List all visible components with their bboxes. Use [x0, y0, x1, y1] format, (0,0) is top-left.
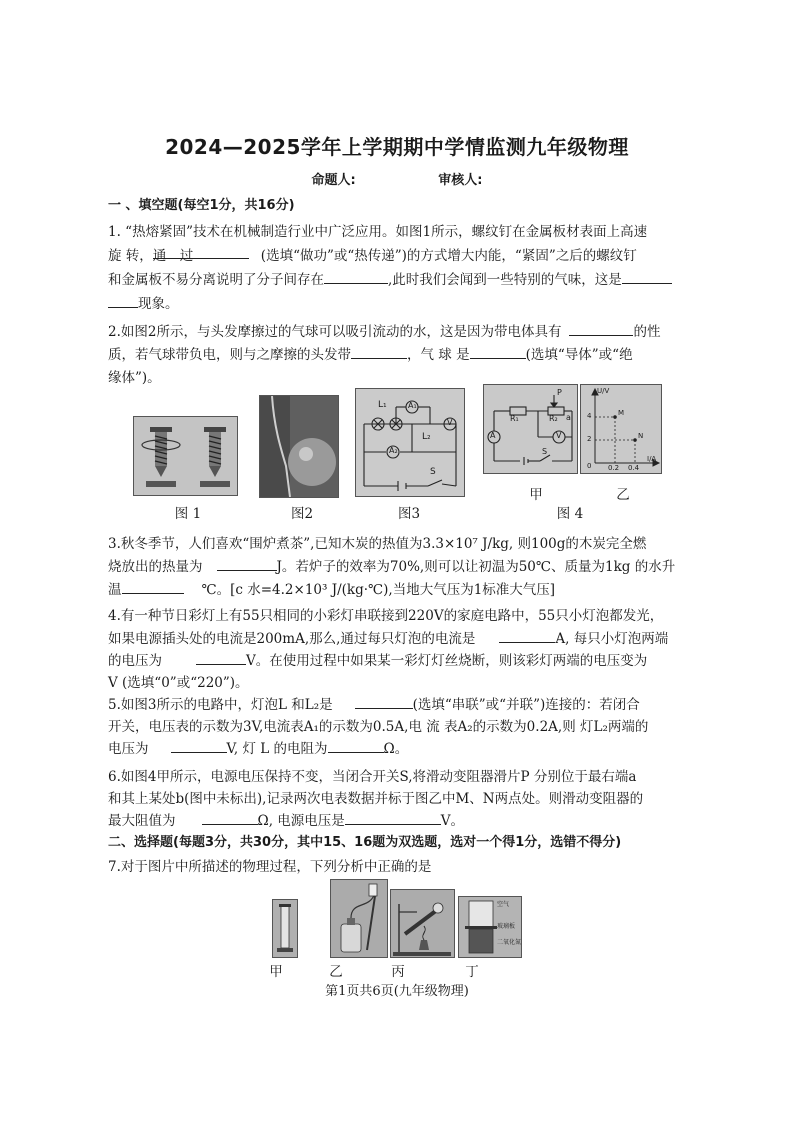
q5-line2: 开关，电压表的示数为3V,电流表A₁的示数为0.5A,电 流 表A₂的示数为0.2A,则 灯L₂两端的 [108, 719, 649, 735]
q3-text-3: 温 [108, 582, 122, 598]
figure-1-screws [133, 416, 238, 496]
label-R1: R₁ [510, 414, 519, 423]
q7-caption-ding: 丁 [465, 964, 479, 980]
q1-text-3: 和金属板不易分离说明了分子间存在 [108, 272, 324, 288]
q1-blank-2[interactable] [324, 269, 388, 284]
ding-label-air: 空气 [497, 901, 510, 908]
q1-line1: 1. “热熔紧固”技术在机械制造行业中广泛应用。如图1所示，螺纹钉在金属板材表面上高速 [108, 224, 648, 240]
q3-text-1: 烧放出的热量为 [108, 559, 203, 575]
q2-line1 [108, 320, 660, 340]
ding-label-no2: 二氧化氮 [497, 939, 522, 946]
authors-line [0, 169, 794, 188]
q4-line4: V (选填“0”或“220”)。 [108, 675, 249, 691]
section2-heading: 二、选择题(每题3分，共30分，其中15、16题为双选题，选对一个得1分，选错不得分) [108, 835, 622, 850]
balloon-photo [260, 396, 338, 497]
q7-figure-jia [272, 899, 298, 958]
q1-filled-answer: 通 过 [152, 248, 194, 264]
q2-blank-1[interactable] [569, 321, 633, 336]
q1-blank-3b[interactable] [108, 293, 138, 308]
q4-text-1: 如果电源插头处的电流是200mA,那么,通过每只灯泡的电流是 [108, 631, 476, 647]
graph-origin: 0 [587, 462, 592, 470]
q2-blank-2[interactable] [351, 344, 407, 359]
label-switch: S [542, 447, 548, 456]
label-A2: A₂ [389, 446, 398, 455]
q6-line3 [108, 809, 464, 829]
q4-text-3: 的电压为 [108, 653, 162, 669]
q5-text-5: Ω。 [383, 741, 409, 757]
circuit-4a-drawing [484, 385, 577, 473]
q5-blank-2[interactable] [171, 738, 227, 753]
graph-y4: 4 [587, 412, 592, 420]
figure-4b-graph [580, 384, 662, 474]
label-A1: A₁ [408, 401, 417, 410]
label-voltmeter: V [556, 431, 562, 440]
screw-drawing [134, 417, 237, 495]
q6-blank-2[interactable] [345, 810, 441, 825]
label-a: a [566, 413, 571, 422]
q3-text-2: J。若炉子的效率为70%,则可以让初温为50℃、质量为1kg 的水升 [276, 559, 676, 575]
figure-4-caption: 图 4 [556, 506, 584, 522]
figure-4b-caption: 乙 [616, 487, 630, 503]
q5-text-1: 5.如图3所示的电路中，灯泡L 和L₂是 [108, 697, 333, 713]
figure-2-balloon-photo [259, 395, 339, 498]
bottle-pump-drawing [331, 880, 387, 957]
q4-text-4: V。在使用过程中如果某一彩灯灯丝烧断，则该彩灯两端的电压变为 [246, 653, 648, 669]
q1-text-5: 现象。 [138, 296, 179, 312]
q1-text-2: (选填“做功”或“热传递”)的方式增大内能，“紧固”之后的螺纹钉 [260, 248, 637, 264]
graph-xlabel: I/A [647, 455, 657, 463]
q5-text-4: V, 灯 L 的电阻为 [226, 741, 328, 757]
q7-caption-bing: 丙 [391, 964, 405, 980]
q3-text-4: ℃。[c 水=4.2×10³ J/(kg·℃),当地大气压为1标准大气压] [201, 582, 556, 598]
graph-x02: 0.2 [608, 464, 620, 472]
q7-figure-bing [390, 889, 455, 958]
setter-label: 命题人: [311, 173, 356, 188]
q3-line2 [108, 555, 675, 575]
q5-blank-3[interactable] [328, 738, 384, 753]
q7-figure-yi [330, 879, 388, 958]
q2-blank-3[interactable] [470, 344, 526, 359]
label-P: P [557, 388, 562, 397]
q4-blank-1[interactable] [499, 628, 555, 643]
q4-line3 [108, 649, 647, 669]
figure-2-caption: 图2 [290, 506, 314, 522]
q6-text-2: Ω, 电源电压是 [257, 813, 345, 829]
q5-blank-1[interactable] [355, 694, 413, 709]
graph-x04: 0.4 [628, 464, 640, 472]
label-S: S [430, 467, 436, 477]
label-R2: R₂ [549, 414, 558, 423]
q5-text-2: (选填“串联”或“并联”)连接的：若闭合 [412, 697, 640, 713]
q6-text-3: V。 [440, 813, 465, 829]
q3-blank-2[interactable] [122, 579, 184, 594]
q2-line3: 缘体”)。 [108, 370, 161, 386]
reviewer-label: 审核人: [438, 173, 483, 188]
q5-line3 [108, 737, 408, 757]
q1-text-4: ,此时我们会闻到一些特别的气味，这是 [388, 272, 622, 288]
label-L2: L₂ [422, 432, 431, 442]
graph-point-N: N [638, 432, 644, 440]
syringe-drawing [273, 900, 297, 957]
q7-figure-ding [458, 896, 522, 958]
q3-blank-1[interactable] [217, 556, 277, 571]
q7-caption-jia: 甲 [269, 964, 283, 980]
q6-line2: 和其上某处b(图中未标出),记录两次电表数据并标于图乙中M、N两点处。则滑动变阻器的 [108, 791, 644, 807]
figure-1-caption: 图 1 [174, 506, 202, 522]
q4-text-2: A, 每只小灯泡两端 [555, 631, 669, 647]
q1-line2 [108, 244, 637, 264]
q4-blank-2[interactable] [196, 650, 246, 665]
q5-line1 [108, 693, 640, 713]
q1-blank-3[interactable] [622, 269, 672, 284]
q2-text-5: (选填“导体”或“绝 [525, 347, 633, 363]
figure-3-circuit [355, 388, 465, 497]
graph-y2: 2 [587, 435, 592, 443]
label-L1: L₁ [378, 400, 387, 410]
ding-label-glass: 玻璃板 [497, 923, 516, 930]
q6-text-1: 最大阻值为 [108, 813, 176, 829]
q2-text-4: ，气 球 是 [407, 347, 470, 363]
q1-blank-1[interactable] [152, 244, 249, 264]
q6-line1: 6.如图4甲所示，电源电压保持不变，当闭合开关S,将滑动变阻器滑片P 分别位于最右端a [108, 769, 637, 785]
q2-text-1: 2.如图2所示，与头发摩擦过的气球可以吸引流动的水，这是因为带电体具有 [108, 324, 562, 340]
page-footer: 第1页共6页(九年级物理) [325, 984, 469, 999]
page-title: 2024—2025学年上学期期中学情监测九年级物理 [165, 135, 629, 159]
figure-4a-circuit [483, 384, 578, 474]
q4-line1: 4.有一种节日彩灯上有55只相同的小彩灯串联接到220V的家庭电路中，55只小灯泡都发光， [108, 608, 664, 624]
section1-heading: 一 、填空题(每空1分，共16分) [108, 198, 295, 213]
label-V: V [447, 418, 453, 427]
q3-line3 [108, 578, 555, 598]
q4-line2 [108, 627, 668, 647]
label-ammeter: A [490, 431, 496, 440]
q1-text: 旋 转， [108, 248, 153, 264]
q2-text-3: 质，若气球带负电，则与之摩擦的头发带 [108, 347, 351, 363]
q7-line1: 7.对于图片中所描述的物理过程，下列分析中正确的是 [108, 859, 432, 875]
q6-blank-1[interactable] [202, 810, 258, 825]
graph-point-M: M [618, 409, 625, 417]
q1-line3 [108, 268, 672, 288]
q5-text-3: 电压为 [108, 741, 149, 757]
q1-line4 [108, 292, 179, 312]
graph-ylabel: U/V [597, 387, 610, 395]
figure-4a-caption: 甲 [529, 487, 543, 503]
q3-line1: 3.秋冬季节，人们喜欢“围炉煮茶”,已知木炭的热值为3.3×10⁷ J/kg, 则100g的木炭完全燃 [108, 536, 647, 552]
figure-3-caption: 图3 [397, 506, 421, 522]
q2-text-2: 的性 [633, 324, 661, 340]
q7-caption-yi: 乙 [329, 964, 343, 980]
test-tube-heating-drawing [391, 890, 454, 957]
q2-line2 [108, 343, 633, 363]
